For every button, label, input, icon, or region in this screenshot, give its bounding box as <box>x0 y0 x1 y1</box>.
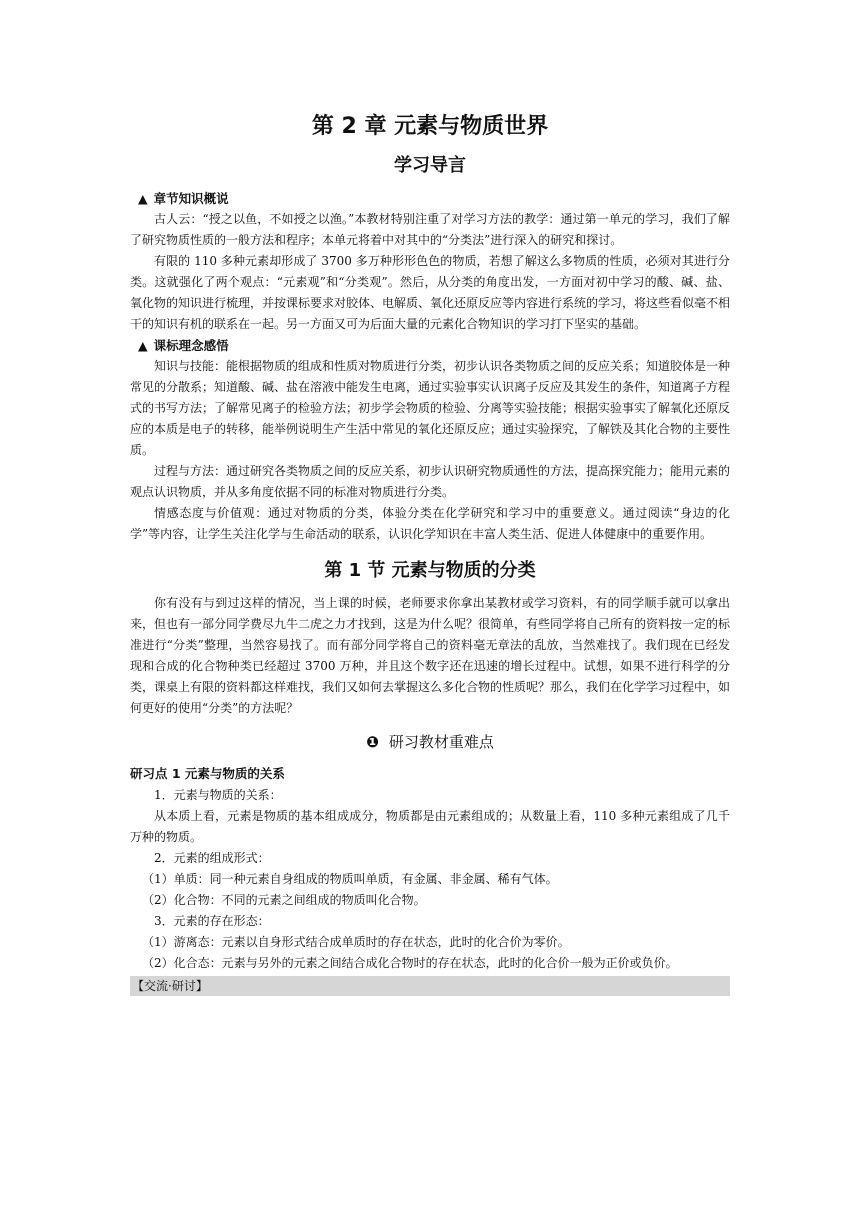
point-item: （1）单质：同一种元素自身组成的物质叫单质，有金属、非金属、稀有气体。 <box>142 872 558 886</box>
point-heading: 研习点 1 元素与物质的关系 <box>130 766 285 781</box>
number-one-icon: ❶ <box>366 733 379 751</box>
section-title: 第 1 节 元素与物质的分类 <box>324 560 536 581</box>
curriculum-paragraph: 情感态度与价值观：通过对物质的分类，体验分类在化学研究和学习中的重要意义。通过阅读“身边的化学”等内容，让学生关注化学与生命活动的联系，认识化学知识在丰富人类生活、促进人体健康中的重要作用。 <box>130 506 730 541</box>
overview-paragraph: 古人云：“授之以鱼，不如授之以渔。”本教材特别注重了对学习方法的教学：通过第一单元的学习，我们了解了研究物质性质的一般方法和程序；本单元将着中对其中的“分类法”进行深入的研究和探讨。 <box>130 212 730 247</box>
point-item: （1）游离态：元素以自身形式结合成单质时的存在状态，此时的化合价为零价。 <box>142 935 570 949</box>
intro-paragraph: 你有没有与到过这样的情况，当上课的时候，老师要求你拿出某教材或学习资料，有的同学顺手就可以拿出来，但也有一部分同学费尽九牛二虎之力才找到，这是为什么呢？很简单，有些同学将自己所有的资料按一定的标准进行“分类”整理，当然容易找了。而有部分同学将自己的资料毫无章法的乱放，当然难找了。我们现在已经发现和合成的化合物种类已经超过 3700 万种，并且这个数字还在迅速的增长过程中。试想，如果不进行科学的分类，课桌上有限的资料都这样难找，我们又如何去掌握这么多化合物的性质呢？那么，我们在化学学习过程中，如何更好的使用“分类”的方法呢？ <box>130 596 731 715</box>
curriculum-paragraph: 知识与技能：能根据物质的组成和性质对物质进行分类，初步认识各类物质之间的反应关系；知道胶体是一种常见的分散系；知道酸、碱、盐在溶液中能发生电离，通过实验事实认识离子反应及其发生的条件，知道离子方程式的书写方法；了解常见离子的检验方法；初步学会物质的检验、分离等实验技能；根据实验事实了解氧化还原反应的本质是电子的转移，能举例说明生产生活中常见的氧化还原反应；通过实验探究，了解铁及其化合物的主要性质。 <box>130 359 731 457</box>
point-item: （2）化合物：不同的元素之间组成的物质叫化合物。 <box>142 893 426 907</box>
document-page <box>130 110 730 996</box>
point-item: 2．元素的组成形式： <box>154 851 270 865</box>
triangle-icon: ▲ <box>138 338 148 353</box>
overview-paragraph: 有限的 110 多种元素却形成了 3700 多万种形形色色的物质，若想了解这么多物质的性质，必须对其进行分类。这就强化了两个观点：“元素观”和“分类观”。然后，从分类的角度出发，一方面对初中学习的酸、碱、盐、氧化物的知识进行梳理，并按课标要求对胶体、电解质、氧化还原反应等内容进行系统的学习，将这些看似毫不相干的知识有机的联系在一起。另一方面又可为后面大量的元素化合物知识的学习打下坚实的基础。 <box>130 254 731 331</box>
overview-heading-text: 章节知识概说 <box>153 191 229 206</box>
curriculum-heading-text: 课标理念感悟 <box>153 338 229 353</box>
point-item: （2）化合态：元素与另外的元素之间结合成化合物时的存在状态，此时的化合价一般为正价或负价。 <box>142 956 678 970</box>
point-item: 1．元素与物质的关系： <box>154 788 282 802</box>
curriculum-paragraph: 过程与方法：通过研究各类物质之间的反应关系，初步认识研究物质通性的方法，提高探究能力；能用元素的观点认识物质，并从多角度依据不同的标准对物质进行分类。 <box>130 464 731 499</box>
curriculum-heading <box>138 335 730 356</box>
exchange-bar: 【交流·研讨】 <box>130 976 730 996</box>
point-item: 3．元素的存在形态： <box>154 914 270 928</box>
chapter-title: 第 2 章 元素与物质世界 <box>311 114 549 139</box>
triangle-icon: ▲ <box>138 191 148 206</box>
study-bar-label: 研习教材重难点 <box>388 733 494 751</box>
point-item: 从本质上看，元素是物质的基本组成成分，物质都是由元素组成的；从数量上看，110 多种元素组成了几千万种的物质。 <box>130 809 730 844</box>
study-bar <box>130 729 730 755</box>
guide-title: 学习导言 <box>394 155 466 176</box>
overview-heading <box>138 188 730 209</box>
